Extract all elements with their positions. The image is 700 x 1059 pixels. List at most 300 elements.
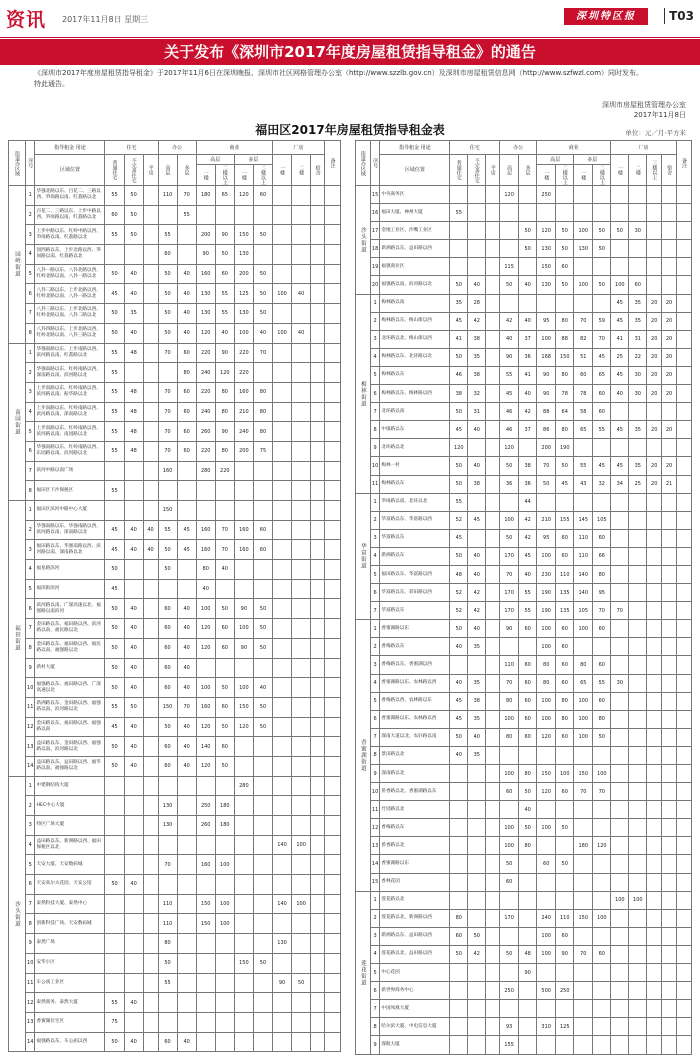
rent-value-cell [500,927,519,945]
headline-banner: 关于发布《深圳市2017年度房屋租赁指导租金》的通告 [0,39,700,65]
rent-value-cell: 45 [450,692,468,710]
rent-value-cell: 50 [124,205,143,225]
rent-value-cell [273,914,292,934]
rent-value-cell [143,1032,158,1052]
table-row [9,697,341,717]
rent-value-cell [253,934,272,954]
header-complete-r: 普通住宅 [450,155,468,186]
rent-value-cell [662,964,677,982]
rent-value-cell: 60 [593,403,611,421]
row-number: 3 [370,656,380,674]
rent-value-cell [311,481,325,501]
remark-cell [676,475,691,493]
table-row [356,819,692,837]
rent-value-cell [662,439,677,457]
rent-value-cell [311,579,325,599]
rent-value-cell: 70 [253,343,272,363]
rent-value-cell [486,1000,500,1018]
rent-value-cell [574,204,593,222]
rent-value-cell: 130 [234,245,253,265]
location-cell: 益田路以东、益田路以西、福华路以南、福强路以北 [35,756,105,776]
rent-value-cell: 60 [158,638,177,658]
rent-value-cell: 50 [158,304,177,324]
rent-value-cell: 100 [215,894,234,914]
rent-value-cell [253,205,272,225]
rent-value-cell: 31 [468,403,486,421]
rent-value-cell: 110 [158,894,177,914]
rent-value-cell [273,953,292,973]
remark-cell [676,385,691,403]
rent-value-cell: 100 [611,891,629,909]
row-number: 1 [25,343,35,363]
rent-value-cell [311,619,325,639]
rent-value-cell [311,343,325,363]
rent-value-cell: 38 [468,366,486,384]
rent-value-cell [611,529,629,547]
rent-value-cell [124,363,143,383]
location-cell: 华强南路以东、红岭南路以西、东园路以南、滨河路以北 [35,441,105,461]
rent-value-cell [311,678,325,698]
rent-value-cell: 70 [158,855,177,875]
table-row [9,343,341,363]
rent-value-cell: 120 [234,186,253,206]
table-row [356,783,692,801]
rent-value-cell [143,441,158,461]
row-number: 1 [25,501,35,521]
rent-value-cell [273,205,292,225]
header-no-r: 序号 [370,141,380,186]
header-comm-multi-f1: 一楼 [234,165,253,186]
remark-cell [324,1012,340,1032]
table-row [9,619,341,639]
table-row [9,835,341,855]
remark-cell [324,776,340,796]
rent-value-cell: 130 [574,240,593,258]
remark-cell [676,964,691,982]
rent-value-cell: 100 [273,284,292,304]
rent-value-cell [253,816,272,836]
rent-value-cell: 50 [105,323,124,343]
row-number: 2 [370,312,380,330]
rent-value-cell [647,873,662,891]
header-comm-multi: 多层 [234,155,272,165]
table-row [9,441,341,461]
rent-value-cell: 100 [629,891,647,909]
rent-value-cell [500,222,519,240]
location-cell: 华强南路以东、红岭南路以西、深南路以南、滨河路以北 [35,363,105,383]
row-number: 3 [25,382,35,402]
rent-value-cell [647,1018,662,1036]
rent-value-cell: 150 [234,953,253,973]
rent-value-cell [124,914,143,934]
remark-cell [324,264,340,284]
rent-value-cell: 100 [593,909,611,927]
rent-value-cell [311,382,325,402]
rent-value-cell [311,796,325,816]
rent-value-cell: 40 [253,678,272,698]
rent-value-cell: 40 [177,1032,196,1052]
location-cell: 香蜜湖住宅区 [35,1012,105,1032]
rent-value-cell [574,964,593,982]
rent-value-cell [311,658,325,678]
rent-value-cell: 42 [468,602,486,620]
rent-value-cell [556,873,574,891]
rent-value-cell [500,240,519,258]
rent-value-cell [662,403,677,421]
rent-value-cell: 55 [500,366,519,384]
rent-value-cell [143,323,158,343]
table-title: 福田区2017年房屋租赁指导租金表 [255,123,445,137]
table-row [356,565,692,583]
remark-cell [324,599,340,619]
rent-value-cell [253,737,272,757]
location-cell: 华强北路以东、百花二、三路以西、笋岗路以南、红荔路以北 [35,186,105,206]
rent-value-cell [593,1036,611,1054]
rent-value-cell [486,855,500,873]
rent-value-cell: 65 [215,186,234,206]
rent-value-cell [574,638,593,656]
rent-value-cell [611,837,629,855]
rent-value-cell [537,801,556,819]
rent-value-cell: 220 [196,441,215,461]
rent-value-cell: 50 [105,264,124,284]
rent-value-cell [647,746,662,764]
header-location: 区域位置 [35,155,105,186]
location-cell: 莲花路以北 [380,891,450,909]
rent-value-cell: 210 [537,511,556,529]
rent-value-cell: 40 [143,540,158,560]
rent-value-cell [662,801,677,819]
rent-value-cell [468,873,486,891]
rent-value-cell: 50 [253,304,272,324]
location-cell: 泰然商务、泰然大厦 [35,993,105,1013]
rent-value-cell [537,964,556,982]
rent-value-cell [143,501,158,521]
row-number: 9 [370,439,380,457]
header-factory-floor2-r: 二楼 [629,155,647,186]
row-number: 7 [370,1000,380,1018]
rent-value-cell: 60 [253,540,272,560]
remark-cell [676,529,691,547]
location-cell: 泰然科技大厦、泰然中心 [35,894,105,914]
rent-value-cell: 60 [519,710,537,728]
rent-value-cell: 55 [519,584,537,602]
row-number: 7 [370,602,380,620]
location-cell: 八卦三路以东、上步北路以西、红岭北路以南、八卦二路以北 [35,304,105,324]
remark-cell [676,837,691,855]
rent-value-cell [486,945,500,963]
header-comm-multi-r: 多层 [574,155,611,165]
rent-value-cell: 50 [105,875,124,895]
rent-value-cell [662,186,677,204]
rent-value-cell [611,565,629,583]
rent-value-cell: 150 [556,348,574,366]
rent-value-cell [311,776,325,796]
rent-value-cell: 32 [593,475,611,493]
location-cell: 华强南路以东、上步南路以西、滨河路以南、红荔路以北 [35,343,105,363]
rent-value-cell: 130 [537,240,556,258]
row-number: 3 [370,927,380,945]
rent-value-cell: 59 [593,312,611,330]
remark-cell [676,511,691,529]
header-complete: 普通住宅 [105,155,124,186]
rent-value-cell: 45 [105,579,124,599]
rent-value-cell: 100 [574,728,593,746]
rent-value-cell [311,934,325,954]
row-number: 8 [25,323,35,343]
rent-value-cell: 100 [537,638,556,656]
remark-cell [676,439,691,457]
rent-value-cell [500,1000,519,1018]
rent-value-cell: 90 [215,225,234,245]
rent-value-cell [486,584,500,602]
rent-value-cell: 30 [611,674,629,692]
rent-value-cell: 60 [215,264,234,284]
table-row [356,385,692,403]
rent-value-cell [629,1000,647,1018]
rent-value-cell [468,801,486,819]
rent-value-cell: 105 [593,511,611,529]
rent-value-cell [662,765,677,783]
rent-value-cell [574,1018,593,1036]
notice-closing: 特此通告。 [34,80,69,88]
header-comm-multi-f1-r: 一楼 [574,165,593,186]
rent-value-cell: 160 [196,697,215,717]
rent-value-cell: 50 [124,186,143,206]
table-row [9,520,341,540]
rent-value-cell: 65 [593,366,611,384]
row-number: 4 [25,835,35,855]
remark-cell [324,875,340,895]
row-number: 8 [25,638,35,658]
rent-value-cell: 20 [647,330,662,348]
rent-value-cell [611,511,629,529]
rent-value-cell [124,501,143,521]
rent-value-cell: 50 [158,560,177,580]
row-number: 13 [25,1012,35,1032]
rent-value-cell: 100 [234,678,253,698]
rent-value-cell: 80 [253,382,272,402]
rent-value-cell: 40 [124,993,143,1013]
rent-value-cell: 90 [537,366,556,384]
location-cell: 香梅路以东 [380,819,450,837]
rent-value-cell: 150 [196,894,215,914]
rent-value-cell: 41 [519,366,537,384]
rent-value-cell: 200 [196,225,215,245]
rent-value-cell [215,1012,234,1032]
rent-value-cell [662,276,677,294]
rent-value-cell: 45 [519,547,537,565]
remark-cell [324,638,340,658]
rent-value-cell: 45 [611,421,629,439]
rent-value-cell [574,927,593,945]
row-number: 20 [370,276,380,294]
district-cell: 福田街道 [9,501,26,777]
rent-value-cell [647,945,662,963]
rent-value-cell [311,993,325,1013]
table-row [356,348,692,366]
rent-value-cell [124,560,143,580]
remark-cell [676,927,691,945]
remark-cell [324,855,340,875]
table-row [356,240,692,258]
remark-cell [324,186,340,206]
rent-value-cell [537,204,556,222]
rent-value-cell: 50 [158,540,177,560]
rent-value-cell: 50 [450,348,468,366]
rent-value-cell: 50 [158,323,177,343]
header-comm-high-f2-r: 二楼以上 [556,165,574,186]
rent-value-cell: 50 [500,276,519,294]
rent-value-cell: 50 [105,638,124,658]
rent-value-cell: 60 [158,245,177,265]
rent-value-cell: 160 [234,540,253,560]
rent-value-cell [177,245,196,265]
row-number: 3 [25,540,35,560]
rent-value-cell: 20 [662,294,677,312]
rent-value-cell: 80 [500,728,519,746]
location-cell: 上步中路以东、红岭中路以西、笋岗路以南、红荔路以北 [35,225,105,245]
rent-value-cell: 45 [593,348,611,366]
rent-value-cell [647,801,662,819]
remark-cell [324,953,340,973]
row-number: 14 [25,1032,35,1052]
rent-value-cell: 45 [611,294,629,312]
table-row [356,602,692,620]
rent-value-cell [234,875,253,895]
rent-value-cell [143,638,158,658]
rent-value-cell: 70 [177,697,196,717]
rent-value-cell: 65 [574,674,593,692]
rent-value-cell: 40 [124,658,143,678]
rent-value-cell: 60 [556,620,574,638]
rent-value-cell: 50 [519,240,537,258]
remark-cell [324,678,340,698]
rent-value-cell [234,1032,253,1052]
rent-value-cell [486,602,500,620]
rent-value-cell [450,1036,468,1054]
rent-value-cell: 120 [196,756,215,776]
rent-value-cell [500,294,519,312]
rent-value-cell: 70 [158,382,177,402]
rent-value-cell: 50 [468,927,486,945]
rent-value-cell: 70 [611,602,629,620]
rent-value-cell [273,422,292,442]
row-number: 4 [25,245,35,265]
rent-value-cell [273,560,292,580]
rent-value-cell [124,953,143,973]
rent-value-cell: 70 [500,674,519,692]
rent-value-cell: 20 [662,457,677,475]
rent-value-cell [486,982,500,1000]
rent-value-cell [629,240,647,258]
rent-value-cell [311,1012,325,1032]
location-cell: 香梅路以东 [380,638,450,656]
rent-value-cell: 40 [468,565,486,583]
rent-value-cell [253,855,272,875]
rent-value-cell: 46 [450,366,468,384]
rent-value-cell [556,1000,574,1018]
table-row [9,186,341,206]
rent-value-cell [574,294,593,312]
rent-value-cell [647,982,662,1000]
rent-value-cell: 52 [450,602,468,620]
table-row [9,934,341,954]
rent-value-cell [177,894,196,914]
rent-value-cell [143,697,158,717]
rent-value-cell: 80 [215,402,234,422]
rent-value-cell: 120 [537,783,556,801]
rent-value-cell: 35 [124,304,143,324]
rent-value-cell [519,638,537,656]
table-row [9,993,341,1013]
rent-value-cell: 220 [234,343,253,363]
location-cell: 滨河中路以南广场 [35,461,105,481]
rent-value-cell: 37 [519,330,537,348]
rent-value-cell: 140 [273,894,292,914]
rent-value-cell: 90 [273,973,292,993]
rent-value-cell [234,658,253,678]
rent-value-cell: 90 [196,245,215,265]
rent-value-cell: 135 [556,602,574,620]
rent-value-cell: 168 [537,348,556,366]
rent-value-cell: 60 [500,873,519,891]
rent-value-cell: 48 [124,441,143,461]
rent-value-cell [234,481,253,501]
rent-value-cell: 40 [177,264,196,284]
rent-value-cell: 130 [537,276,556,294]
location-cell: 香蜜湖路以东、农林路以西 [380,674,450,692]
rent-value-cell [556,1036,574,1054]
rent-value-cell [662,674,677,692]
header-remark-r: 备注 [676,141,691,186]
rent-value-cell [519,186,537,204]
rent-value-cell [486,330,500,348]
rent-value-cell: 60 [158,658,177,678]
rent-value-cell [662,222,677,240]
rent-value-cell [292,560,311,580]
location-cell: 中建钢结构大厦 [35,776,105,796]
rent-value-cell: 38 [468,475,486,493]
table-row [356,421,692,439]
rent-value-cell: 45 [450,312,468,330]
district-cell: 莲花街道 [356,891,371,1054]
rent-value-cell [611,258,629,276]
table-row [9,323,341,343]
rent-value-cell: 46 [500,421,519,439]
rent-value-cell: 190 [537,584,556,602]
location-cell: 天安高尔夫花园、天安公馆 [35,875,105,895]
rent-value-cell [486,638,500,656]
rent-value-cell [215,481,234,501]
table-row [9,245,341,265]
location-cell: 华富路以东 [380,602,450,620]
rent-value-cell [273,540,292,560]
rent-value-cell: 100 [537,945,556,963]
location-cell: 福强商业区 [380,258,450,276]
rent-value-cell: 50 [292,973,311,993]
rent-value-cell [574,258,593,276]
rent-value-cell: 110 [574,529,593,547]
rent-value-cell [311,422,325,442]
row-number: 8 [370,746,380,764]
location-cell: 华富路以东、彩田路以西 [380,584,450,602]
rent-value-cell [486,511,500,529]
rent-value-cell [647,439,662,457]
rent-value-cell [273,776,292,796]
rent-value-cell [611,204,629,222]
rent-value-cell [662,493,677,511]
